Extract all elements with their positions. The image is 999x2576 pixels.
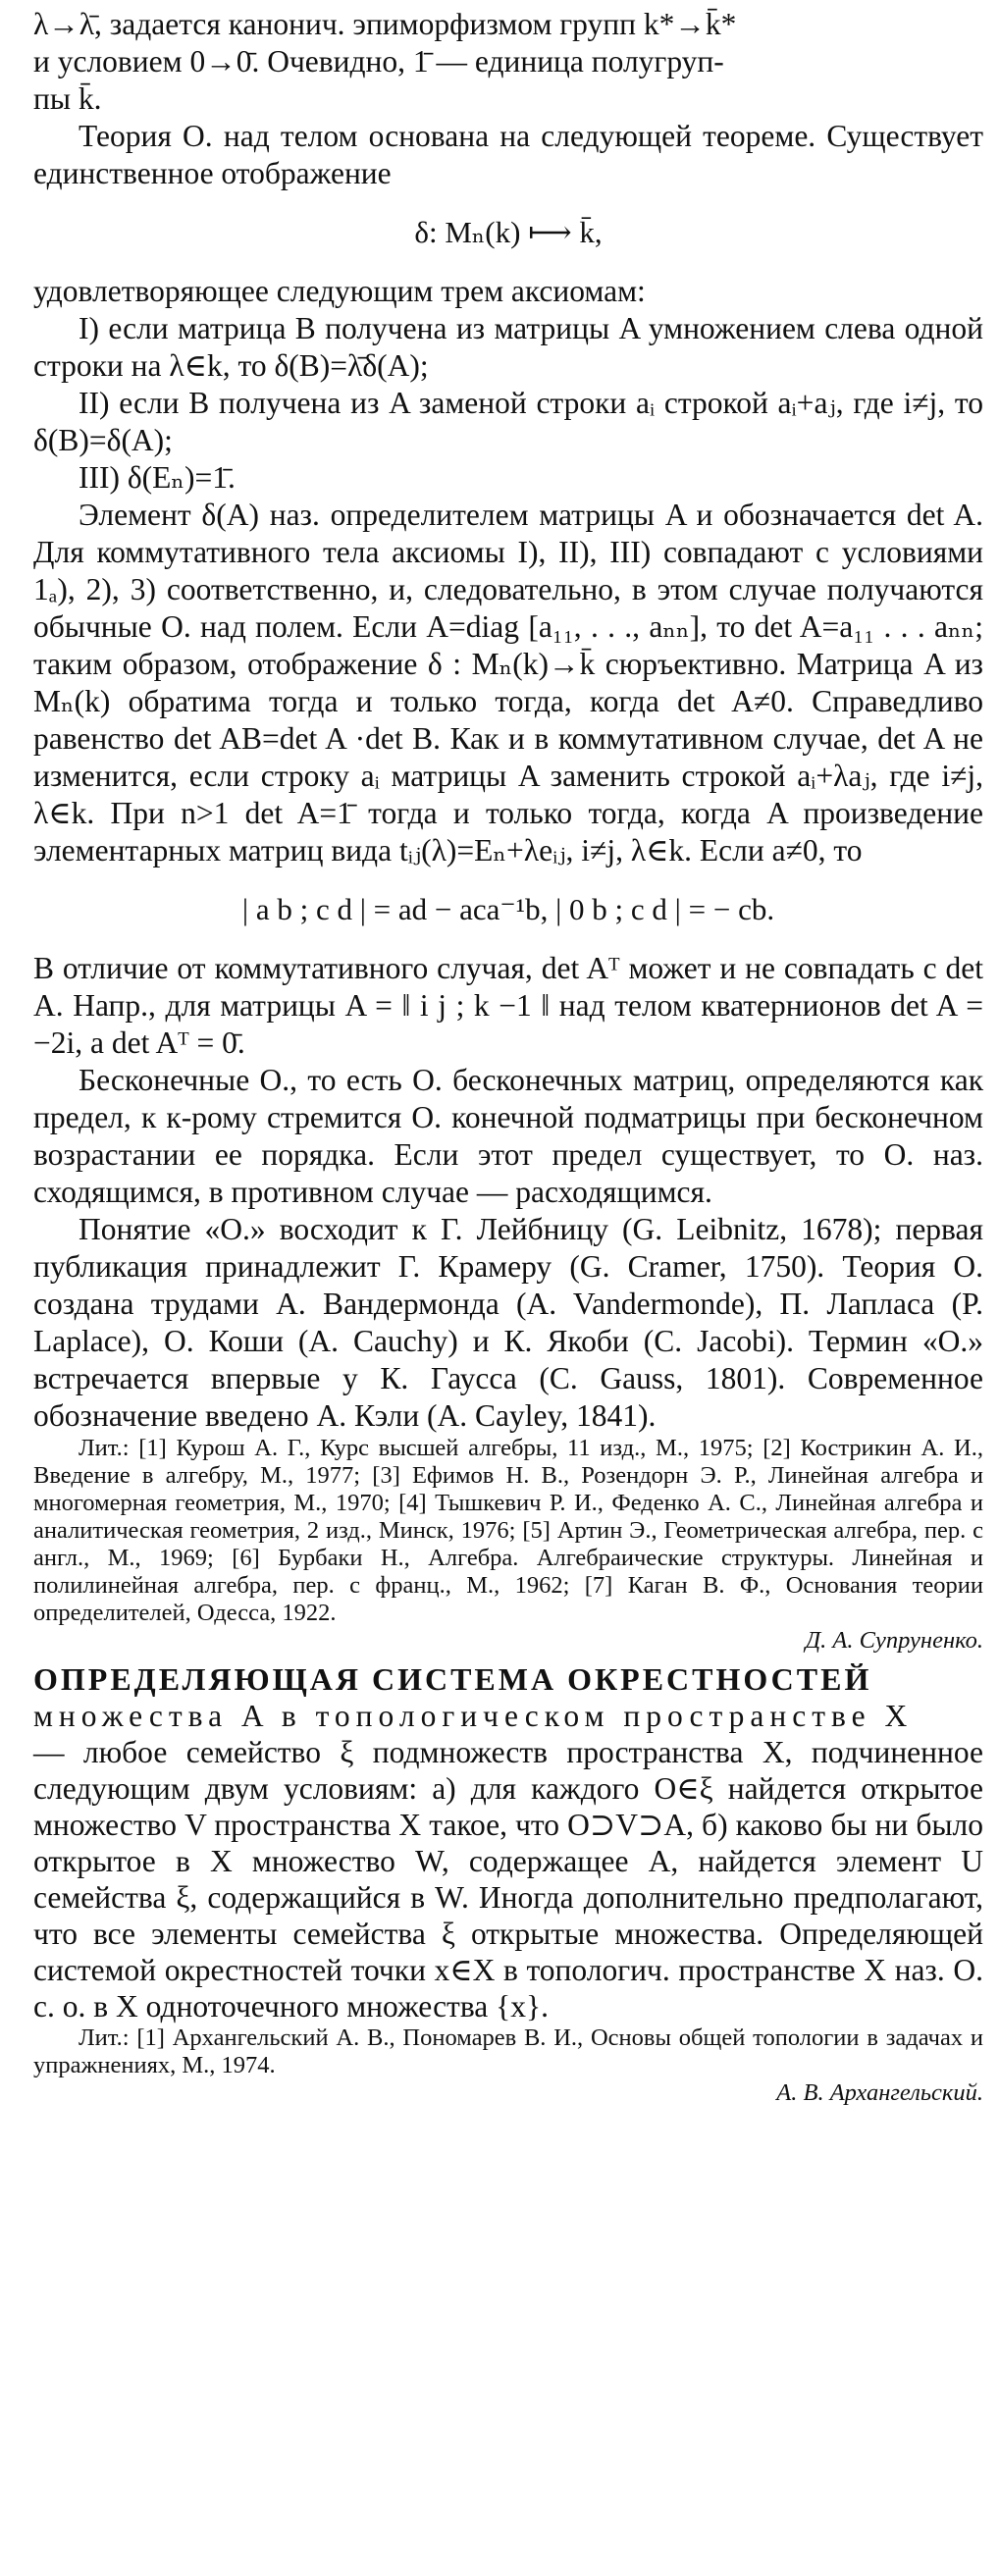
axiom-2: II) если B получена из A заменой строки aᵢ строкой aᵢ+aⱼ, где i≠j, то δ(B)=δ(A);: [33, 386, 983, 457]
article-lead: множества A в топологическом пространстве X: [33, 1699, 914, 1733]
axioms-intro: удовлетворяющее следующим трем аксиомам:: [33, 274, 646, 308]
formula-2x2-determinants: | a b ; c d | = ad − aca⁻¹b, | 0 b ; c d | = − cb.: [241, 892, 775, 926]
encyclopedia-page: [33, 6, 983, 2107]
history-paragraph: Понятие «О.» восходит к Г. Лейбницу (G. Leibnitz, 1678); первая публикация принадлежит Г. Крамеру (G. Cramer, 1750). Теория О. создана трудами А. Вандермонда (A. Vandermonde), П. Лапласа (P. Laplace), О. Коши (A. Cauchy) и К. Якоби (C. Jacobi). Термин «О.» встречается впервые у К. Гаусса (C. Gauss, 1801). Современное обозначение введено А. Кэли (A. Cayley, 1841).: [33, 1212, 983, 1433]
infinite-determinants-paragraph: Бесконечные О., то есть О. бесконечных матриц, определяются как предел, к к-рому стремится О. конечной подматрицы при бесконечном возрастании ее порядка. Если этот предел существует, то О. наз. сходящимся, в противном случае — расходящимся.: [33, 1063, 983, 1209]
quaternion-paragraph: В отличие от коммутативного случая, det Aᵀ может и не совпадать с det A. Напр., для матрицы A = ‖ i j ; k −1 ‖ над телом кватернионов det A = −2i, a det Aᵀ = 0̄.: [33, 951, 983, 1060]
axiom-3: III) δ(Eₙ)=1̄.: [79, 460, 236, 495]
author-article-2: А. В. Архангельский.: [776, 2079, 983, 2106]
determinant-paragraph: Элемент δ(A) наз. определителем матрицы A и обозначается det A. Для коммутативного тела аксиомы I), II), III) совпадают с условиями 1ₐ), 2), 3) соответственно, и, следовательно, в этом случае получаются обычные О. над полем. Если A=diag [a₁₁, . . ., aₙₙ], то det A=a₁₁ . . . aₙₙ; таким образом, отображение δ : Mₙ(k)→k̄ сюръективно. Матрица A из Mₙ(k) обратима тогда и только тогда, когда det A≠0. Справедливо равенство det AB=det A ·det B. Как и в коммутативном случае, det A не изменится, если строку aᵢ матрицы A заменить строкой aᵢ+λaⱼ, где i≠j, λ∈k. При n>1 det A=1̄ тогда и только тогда, когда A произведение элементарных матриц вида tᵢⱼ(λ)=Eₙ+λeᵢⱼ, i≠j, λ∈k. Если a≠0, то: [33, 498, 983, 867]
article-title: ОПРЕДЕЛЯЮЩАЯ СИСТЕМА ОКРЕСТНОСТЕЙ: [33, 1661, 872, 1697]
references-article-1: Лит.: [1] Курош А. Г., Курс высшей алгебры, 11 изд., М., 1975; [2] Кострикин А. И., Введение в алгебру, М., 1977; [3] Ефимов Н. В., Розендорн Э. Р., Линейная алгебра и многомерная геометрия, М., 1970; [4] Тышкевич Р. И., Феденко А. С., Линейная алгебра и аналитическая геометрия, 2 изд., Минск, 1976; [5] Артин Э., Геометрическая алгебра, пер. с англ., М., 1969; [6] Бурбаки Н., Алгебра. Алгебраические структуры. Линейная и полилинейная алгебра, пер. с франц., М., 1962; [7] Каган В. Ф., Основания теории определителей, Одесса, 1922.: [33, 1435, 983, 1626]
author-article-1: Д. А. Супруненко.: [805, 1627, 983, 1654]
text-line-3: пы k̄.: [33, 81, 102, 116]
text-line-2: и условием 0→0̄. Очевидно, 1̄ — единица полугруп-: [33, 44, 724, 79]
references-article-2: Лит.: [1] Архангельский А. В., Пономарев В. И., Основы общей топологии в задачах и упражнениях, М., 1974.: [33, 2024, 983, 2078]
axiom-1: I) если матрица B получена из матрицы A умножением слева одной строки на λ∈k, то δ(B)=λ̄δ(A);: [33, 311, 983, 383]
formula-delta-mapping: δ: Mₙ(k) ⟼ k̄,: [414, 215, 603, 249]
text-line-1: λ→λ̄, задается канонич. эпиморфизмом групп k*→k̄*: [33, 7, 737, 41]
article-body: — любое семейство ξ подмножеств пространства X, подчиненное следующим двум условиям: а) для каждого O∈ξ найдется открытое множество V пространства X такое, что O⊃V⊃A, б) каково бы ни было открытое в X множество W, содержащее A, найдется элемент U семейства ξ, содержащийся в W. Иногда дополнительно предполагают, что все элементы семейства ξ открытые множества. Определяющей системой окрестностей точки x∈X в топологич. пространстве X наз. О. с. о. в X одноточечного множества {x}.: [33, 1735, 983, 2024]
theorem-paragraph: Теория О. над телом основана на следующей теореме. Существует единственное отображение: [33, 119, 983, 190]
